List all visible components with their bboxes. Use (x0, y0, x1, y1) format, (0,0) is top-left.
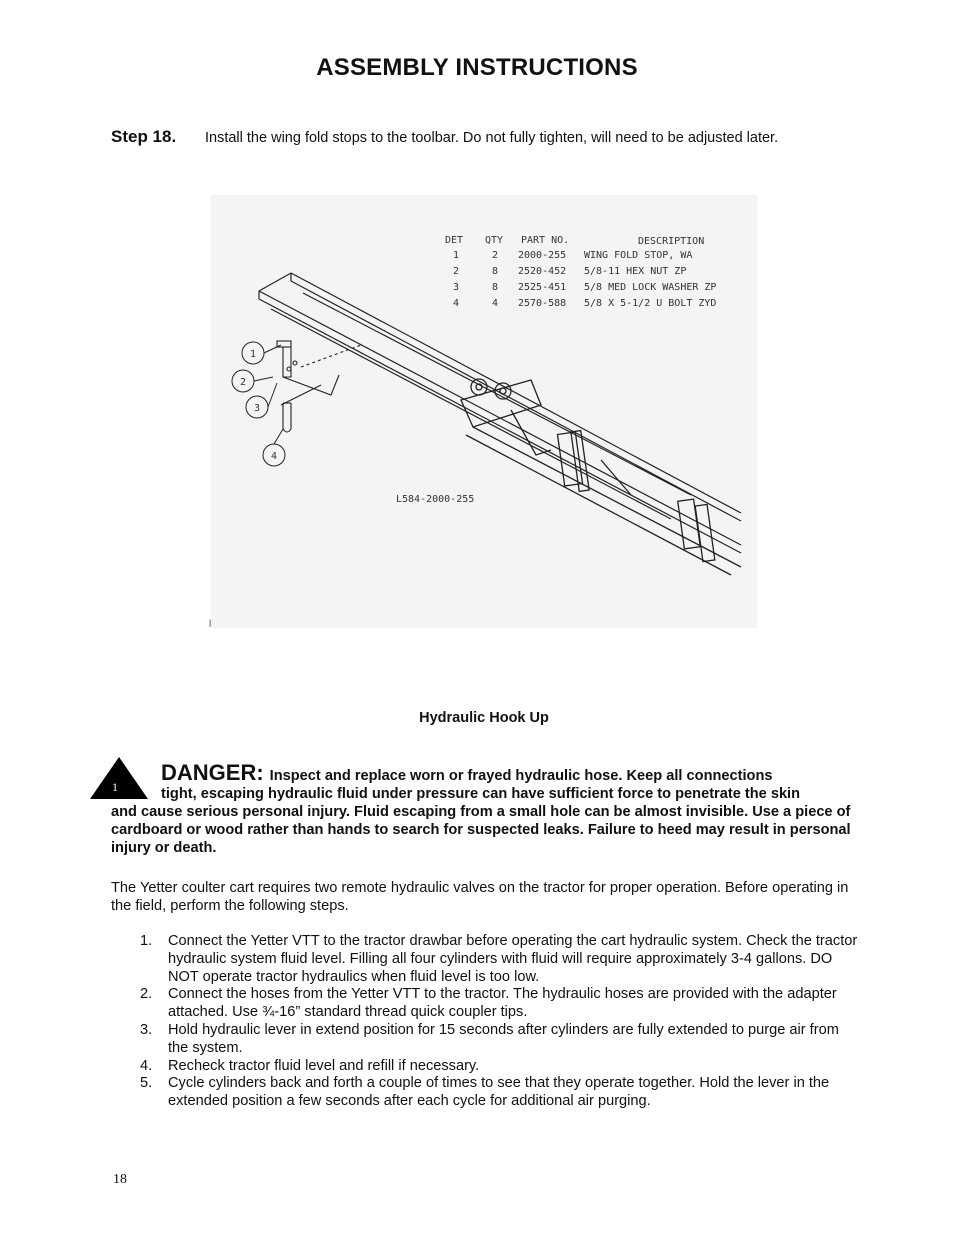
list-item (140, 1075, 860, 1111)
danger-notice (111, 760, 856, 857)
danger-icon-number: 1 (112, 780, 118, 794)
danger-line1: Inspect and replace worn or frayed hydraulic hose. Keep all connections (269, 768, 773, 784)
section-heading: Hydraulic Hook Up (419, 710, 549, 726)
figure-corner-mark: l (209, 619, 212, 630)
callout-1: 1 (250, 349, 257, 360)
row1-part: 2000-255 (518, 250, 567, 261)
callout-2: 2 (240, 377, 247, 388)
page-title: ASSEMBLY INSTRUCTIONS (316, 54, 638, 81)
list-text: Connect the Yetter VTT to the tractor drawbar before operating the cart hydraulic system. Check the tractor hydraulic system fluid level. Filling all four cylinders with fluid will require approximately 3-4 gallons. DO NOT operate tractor hydraulics when fluid level is too low. (168, 933, 858, 985)
row2-det: 2 (453, 266, 460, 277)
row1-desc: WING FOLD STOP, WA (584, 250, 693, 261)
row3-qty: 8 (492, 282, 499, 293)
intro-paragraph: The Yetter coulter cart requires two remote hydraulic valves on the tractor for proper operation. Before operating in the field, perform the following steps. (111, 880, 849, 914)
table-header-det: DET (445, 235, 464, 246)
row3-part: 2525-451 (518, 282, 567, 293)
procedure-list (140, 933, 860, 1111)
danger-rest: and cause serious personal injury. Fluid escaping from a small hole can be almost invisible. Use a piece of cardboard or wood rather than hands to search for suspected leaks. Failure to heed may result in personal injury or death. (111, 804, 851, 856)
exploded-parts (277, 341, 361, 432)
row4-desc: 5/8 X 5-1/2 U BOLT ZYD (584, 298, 717, 309)
list-number: 2. (140, 986, 153, 1003)
row2-desc: 5/8-11 HEX NUT ZP (584, 266, 687, 277)
toolbar-beams (259, 273, 741, 553)
table-header-desc: DESCRIPTION (638, 236, 705, 247)
danger-word: DANGER: (161, 760, 264, 785)
list-number: 3. (140, 1021, 153, 1038)
row2-qty: 8 (492, 266, 499, 277)
list-text: Connect the hoses from the Yetter VTT to the tractor. The hydraulic hoses are provided with the adapter attached. Use ¾-16” standard thread quick coupler tips. (168, 986, 837, 1021)
danger-line2: tight, escaping hydraulic fluid under pressure can have sufficient force to penetrate the skin (161, 786, 801, 802)
list-text: Recheck tractor fluid level and refill if necessary. (168, 1057, 480, 1074)
list-number: 1. (140, 933, 153, 949)
step-label: Step 18. (111, 127, 177, 146)
page-number: 18 (113, 1172, 127, 1187)
row1-det: 1 (453, 250, 460, 261)
table-header-qty: QTY (485, 235, 504, 246)
list-item (140, 933, 860, 986)
list-item (140, 986, 860, 1022)
row4-part: 2570-588 (518, 298, 567, 309)
row4-qty: 4 (492, 298, 499, 309)
assembly-figure (211, 195, 757, 628)
list-text: Hold hydraulic lever in extend position for 15 seconds after cylinders are fully extended to purge air from the system. (168, 1021, 839, 1056)
callout-4: 4 (271, 451, 278, 462)
toolbar-drawing (211, 195, 757, 628)
step-text: Install the wing fold stops to the toolbar. Do not fully tighten, will need to be adjusted later. (205, 130, 779, 146)
row1-qty: 2 (492, 250, 499, 261)
row3-desc: 5/8 MED LOCK WASHER ZP (584, 282, 717, 293)
row3-det: 3 (453, 282, 460, 293)
list-number: 4. (140, 1057, 153, 1074)
row2-part: 2520-452 (518, 266, 567, 277)
hinge-assembly (461, 379, 741, 575)
list-item (140, 1058, 860, 1076)
list-item (140, 1022, 860, 1058)
drawing-number: L584-2000-255 (396, 494, 475, 505)
table-header-part: PART NO. (521, 235, 570, 246)
list-text: Cycle cylinders back and forth a couple of times to see that they operate together. Hold the lever in the extended position a few seconds after each cycle for additional air purging. (168, 1075, 830, 1110)
callout-3: 3 (254, 403, 261, 414)
list-number: 5. (140, 1075, 153, 1092)
row4-det: 4 (453, 298, 460, 309)
